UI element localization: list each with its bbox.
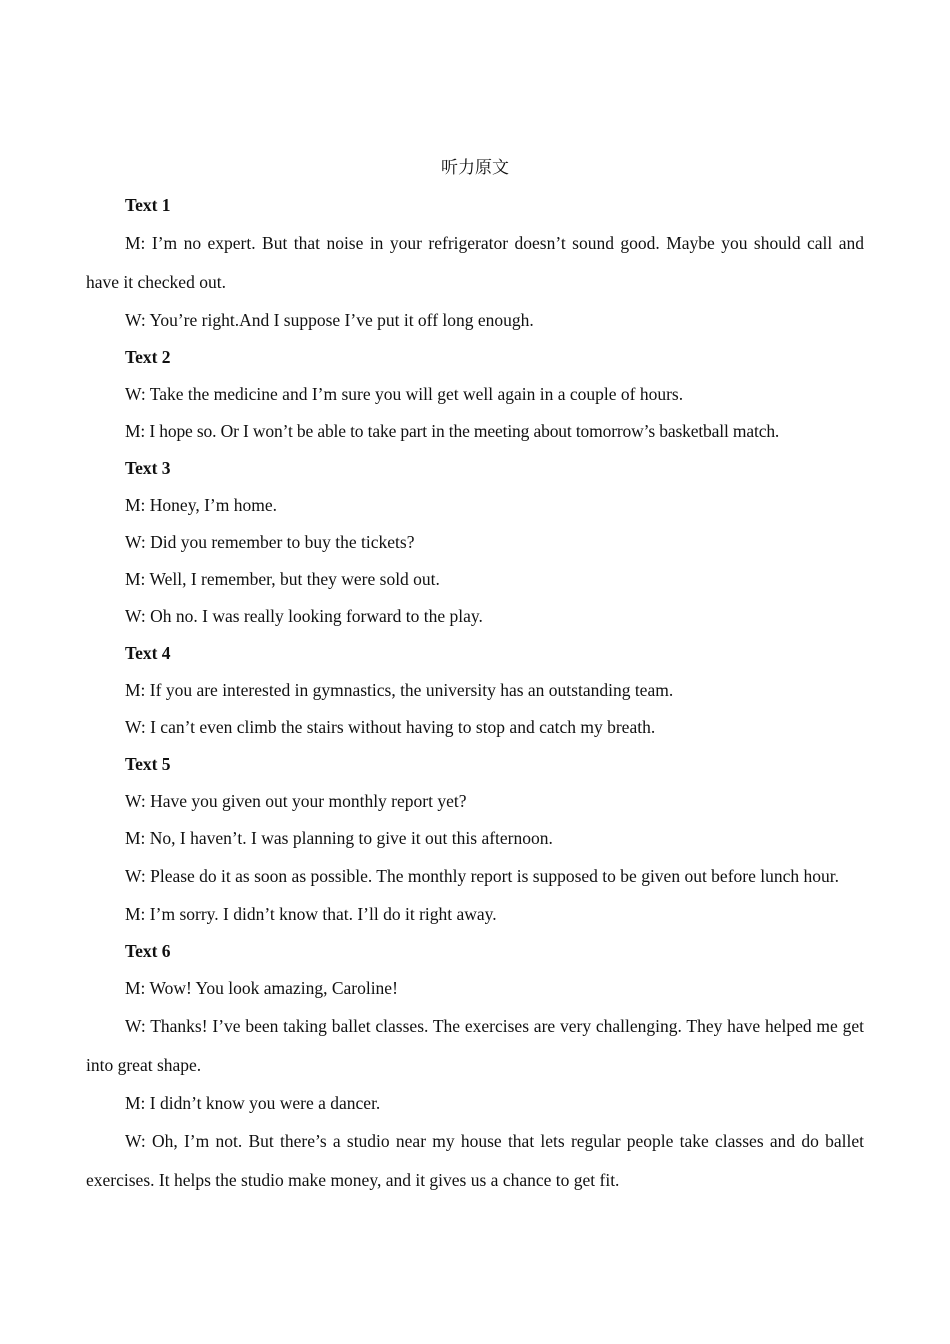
dialogue-line: W: Oh, I’m not. But there’s a studio near my house that lets regular people take classes and do ballet exercises. It helps the studio make money, and it gives us a chance to get fit. — [86, 1131, 864, 1190]
dialogue-line: M: Wow! You look amazing, Caroline! — [125, 978, 398, 998]
section-heading: Text 3 — [125, 458, 171, 478]
document-title: 听力原文 — [441, 158, 509, 178]
dialogue-line: W: You’re right.And I suppose I’ve put it off long enough. — [125, 310, 534, 330]
section-heading: Text 2 — [125, 347, 171, 367]
dialogue-line: M: Honey, I’m home. — [125, 495, 277, 515]
dialogue-line: W: I can’t even climb the stairs without having to stop and catch my breath. — [125, 717, 656, 737]
dialogue-line: W: Take the medicine and I’m sure you will get well again in a couple of hours. — [125, 384, 684, 404]
dialogue-line: W: Please do it as soon as possible. The monthly report is supposed to be given out before lunch hour. — [125, 866, 839, 886]
dialogue-line: W: Did you remember to buy the tickets? — [125, 532, 415, 552]
dialogue-line: W: Oh no. I was really looking forward to the play. — [125, 606, 483, 626]
section-heading: Text 6 — [125, 941, 171, 961]
dialogue-line: M: I’m no expert. But that noise in your refrigerator doesn’t sound good. Maybe you should call and have it checked out. — [86, 233, 864, 292]
dialogue-line: M: No, I haven’t. I was planning to give it out this afternoon. — [125, 828, 553, 848]
dialogue-line: M: I hope so. Or I won’t be able to take part in the meeting about tomorrow’s basketball match. — [125, 421, 780, 441]
section-heading: Text 5 — [125, 754, 171, 774]
section-heading: Text 1 — [125, 195, 171, 215]
dialogue-line: M: Well, I remember, but they were sold out. — [125, 569, 440, 589]
dialogue-line: M: I’m sorry. I didn’t know that. I’ll do it right away. — [125, 904, 497, 924]
dialogue-line: M: If you are interested in gymnastics, the university has an outstanding team. — [125, 680, 674, 700]
dialogue-line: W: Have you given out your monthly report yet? — [125, 791, 467, 811]
section-heading: Text 4 — [125, 643, 171, 663]
dialogue-line: W: Thanks! I’ve been taking ballet classes. The exercises are very challenging. They have helped me get into great shape. — [86, 1016, 864, 1075]
document-page — [86, 150, 864, 1200]
dialogue-line: M: I didn’t know you were a dancer. — [125, 1093, 381, 1113]
